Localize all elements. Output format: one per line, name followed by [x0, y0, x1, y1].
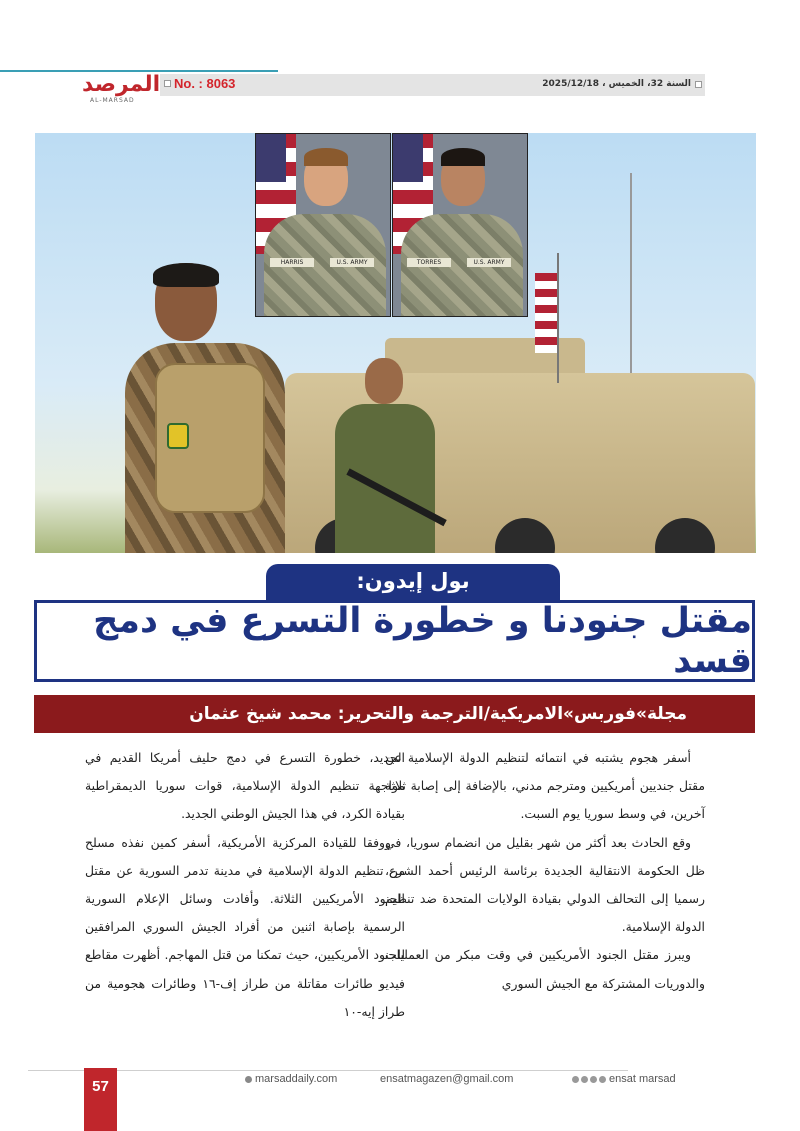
twitter-icon	[581, 1076, 588, 1083]
magazine-logo	[82, 72, 162, 106]
header-date	[542, 79, 702, 89]
article-paragraph: وقع الحادث بعد أكثر من شهر بقليل من انضمام سوريا، في ظل الحكومة الانتقالية الجديدة برئاسة الرئيس أحمد الشرع، رسميا إلى التحالف الدولي بقيادة الولايات المتحدة ضد تنظيم الدولة الإسلامية.	[385, 834, 705, 935]
soldier-portrait-left	[255, 133, 391, 317]
us-flag-on-vehicle	[535, 273, 557, 353]
nametape: TORRES	[407, 258, 451, 267]
article-paragraph: الجديد، خطورة التسرع في دمج حليف أمريكا القديم في مواجهة تنظيم الدولة الإسلامية، قوات سوريا الديمقراطية بقيادة الكرد، في هذا الجيش الوطني الجديد.	[85, 750, 405, 822]
youtube-icon	[599, 1076, 606, 1083]
footer-rule	[28, 1070, 628, 1071]
soldier-portrait-right	[392, 133, 528, 317]
footer-website-text[interactable]: marsaddaily.com	[255, 1073, 338, 1085]
ypg-patch-icon	[167, 423, 189, 449]
footer-social-handle[interactable]: ensat marsad	[609, 1073, 676, 1085]
globe-icon	[245, 1076, 252, 1083]
footer-email[interactable]	[380, 1073, 513, 1085]
footer-website[interactable]	[245, 1073, 337, 1085]
flag-pole	[557, 253, 559, 383]
service-tape: U.S. ARMY	[330, 258, 374, 267]
article-column-right	[385, 744, 705, 998]
facebook-icon	[572, 1076, 579, 1083]
square-bullet-icon	[695, 81, 702, 88]
author-tab: بول إيدون:	[266, 564, 560, 602]
square-bullet-icon	[164, 80, 171, 87]
logo-text: المرصد	[82, 72, 161, 97]
page-number: 57	[84, 1068, 117, 1131]
header-date-text: السنة 32، الخميس ، 2025/12/18	[542, 79, 691, 89]
title-box	[34, 600, 755, 682]
article-title: مقتل جنودنا و خطورة التسرع في دمج قسد	[93, 601, 752, 681]
article-paragraph: أسفر هجوم يشتبه في انتمائه لتنظيم الدولة الإسلامية عن مقتل جنديين أمريكيين ومترجم مدني، بالإضافة إلى إصابة ثلاثة آخرين، في وسط سوريا يوم السبت.	[385, 750, 705, 822]
issue-number	[164, 76, 235, 91]
logo-subtext: AL-MARSAD	[90, 97, 135, 104]
instagram-icon	[590, 1076, 597, 1083]
article-column-left	[85, 744, 405, 1026]
armed-soldier	[330, 358, 440, 553]
footer-email-text[interactable]: ensatmagazen@gmail.com	[380, 1073, 514, 1085]
article-photo	[35, 133, 756, 553]
footer-social[interactable]	[572, 1073, 676, 1085]
credit-bar: مجلة»فوربس»الامريكية/الترجمة والتحرير: محمد شيخ عثمان	[34, 695, 755, 733]
social-icons	[572, 1076, 606, 1083]
service-tape: U.S. ARMY	[467, 258, 511, 267]
article-paragraph: ووفقا للقيادة المركزية الأمريكية، أسفر كمين نفذه مسلح من تنظيم الدولة الإسلامية في مدينة تدمر السورية عن مقتل الجنود الأمريكيين الثلاثة. وأفادت وسائل الإعلام السورية الرسمية بإصابة اثنين من أفراد الجيش السوري المرافقين للجنود الأمريكيين، حيث تمكنا من قتل المهاجم. أظهرت مقاطع فيديو طائرات مقاتلة من طراز إف-١٦ وطائرات هجومية من طراز إيه-١٠	[85, 834, 405, 1019]
article-paragraph: ويبرز مقتل الجنود الأمريكيين في وقت مبكر من العمليات والدوريات المشتركة مع الجيش السوري	[385, 947, 705, 991]
nametape: HARRIS	[270, 258, 314, 267]
antenna-pole	[630, 173, 632, 403]
issue-number-text: No. : 8063	[174, 76, 236, 91]
